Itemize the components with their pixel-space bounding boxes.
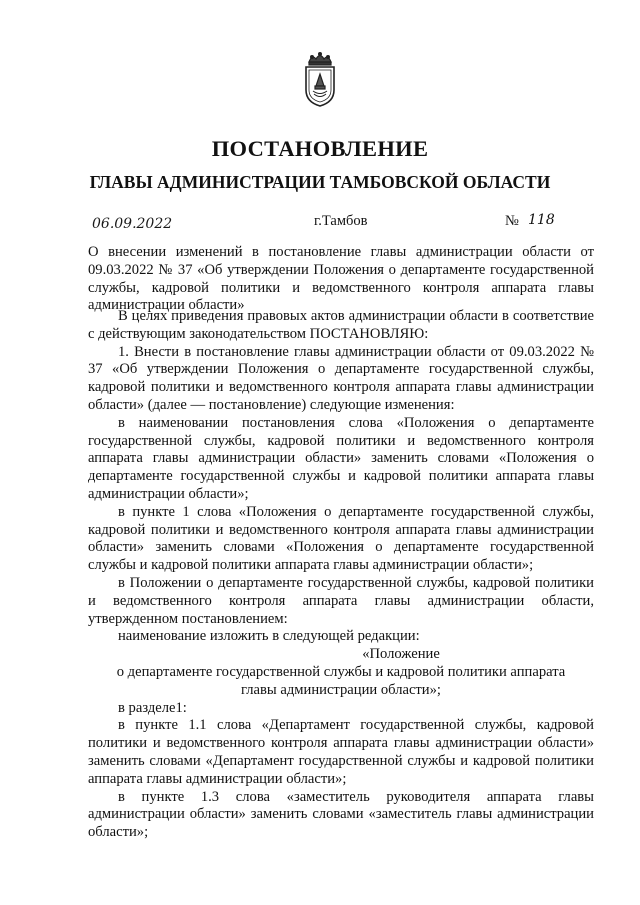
document-city: г.Тамбов	[314, 213, 368, 229]
document-number-label: №	[505, 213, 519, 229]
paragraph: в разделе1:	[118, 699, 187, 716]
paragraph-heading: о департаменте государственной службы и кадровой политики аппарата главы администрации области»;	[116, 663, 566, 698]
document-number: 118	[528, 212, 555, 228]
paragraph: в наименовании постановления слова «Положения о департаменте государственной службы, кадровой политики и ведомственного контроля аппарата главы администрации области» заменить словами «Положения о департаменте государственной службы и кадровой политики аппарата главы администрации области»;	[88, 414, 594, 502]
document-body	[88, 308, 594, 842]
paragraph: в пункте 1.1 слова «Департамент государственной службы, кадровой политики и ведомственного контроля аппарата главы администрации области» заменить словами «Департамент государственной службы и кадровой политики аппарата главы администрации области»;	[88, 717, 594, 787]
document-preamble	[88, 244, 594, 315]
document-subtitle: ГЛАВЫ АДМИНИСТРАЦИИ ТАМБОВСКОЙ ОБЛАСТИ	[89, 172, 551, 192]
paragraph: В целях приведения правовых актов администрации области в соответствие с действующим законодательством ПОСТАНОВЛЯЮ:	[88, 308, 594, 342]
paragraph: в Положении о департаменте государственной службы, кадровой политики и ведомственного контроля аппарата главы администрации области, утвержденном постановлением:	[88, 574, 594, 627]
paragraph: 1. Внести в постановление главы администрации области от 09.03.2022 № 37 «Об утверждении Положения о департаменте государственной службы, кадровой политики и ведомственного контроля аппарата главы администрации области» (далее — постановление) следующие изменения:	[88, 343, 594, 413]
preamble-text: О внесении изменений в постановление главы администрации области от 09.03.2022 № 37 «Об утверждении Положения о департаменте государственной службы, кадровой политики и ведомственного контроля аппарата главы администрации области»	[88, 244, 594, 314]
paragraph: наименование изложить в следующей редакции:	[118, 628, 420, 645]
document-date: 06.09.2022	[92, 216, 173, 232]
paragraph-heading: «Положение	[362, 646, 440, 663]
document-title: ПОСТАНОВЛЕНИЕ	[211, 136, 429, 161]
paragraph: в пункте 1.3 слова «заместитель руководителя аппарата главы администрации области» заменить словами «заместитель главы администрации области»;	[88, 788, 594, 841]
paragraph: в пункте 1 слова «Положения о департаменте государственной службы, кадровой политики и ведомственного контроля аппарата главы администрации области» заменить словами «Положения о департаменте государственной службы и кадровой политики аппарата главы администрации области»;	[88, 503, 594, 574]
coat-of-arms-icon	[302, 50, 338, 108]
